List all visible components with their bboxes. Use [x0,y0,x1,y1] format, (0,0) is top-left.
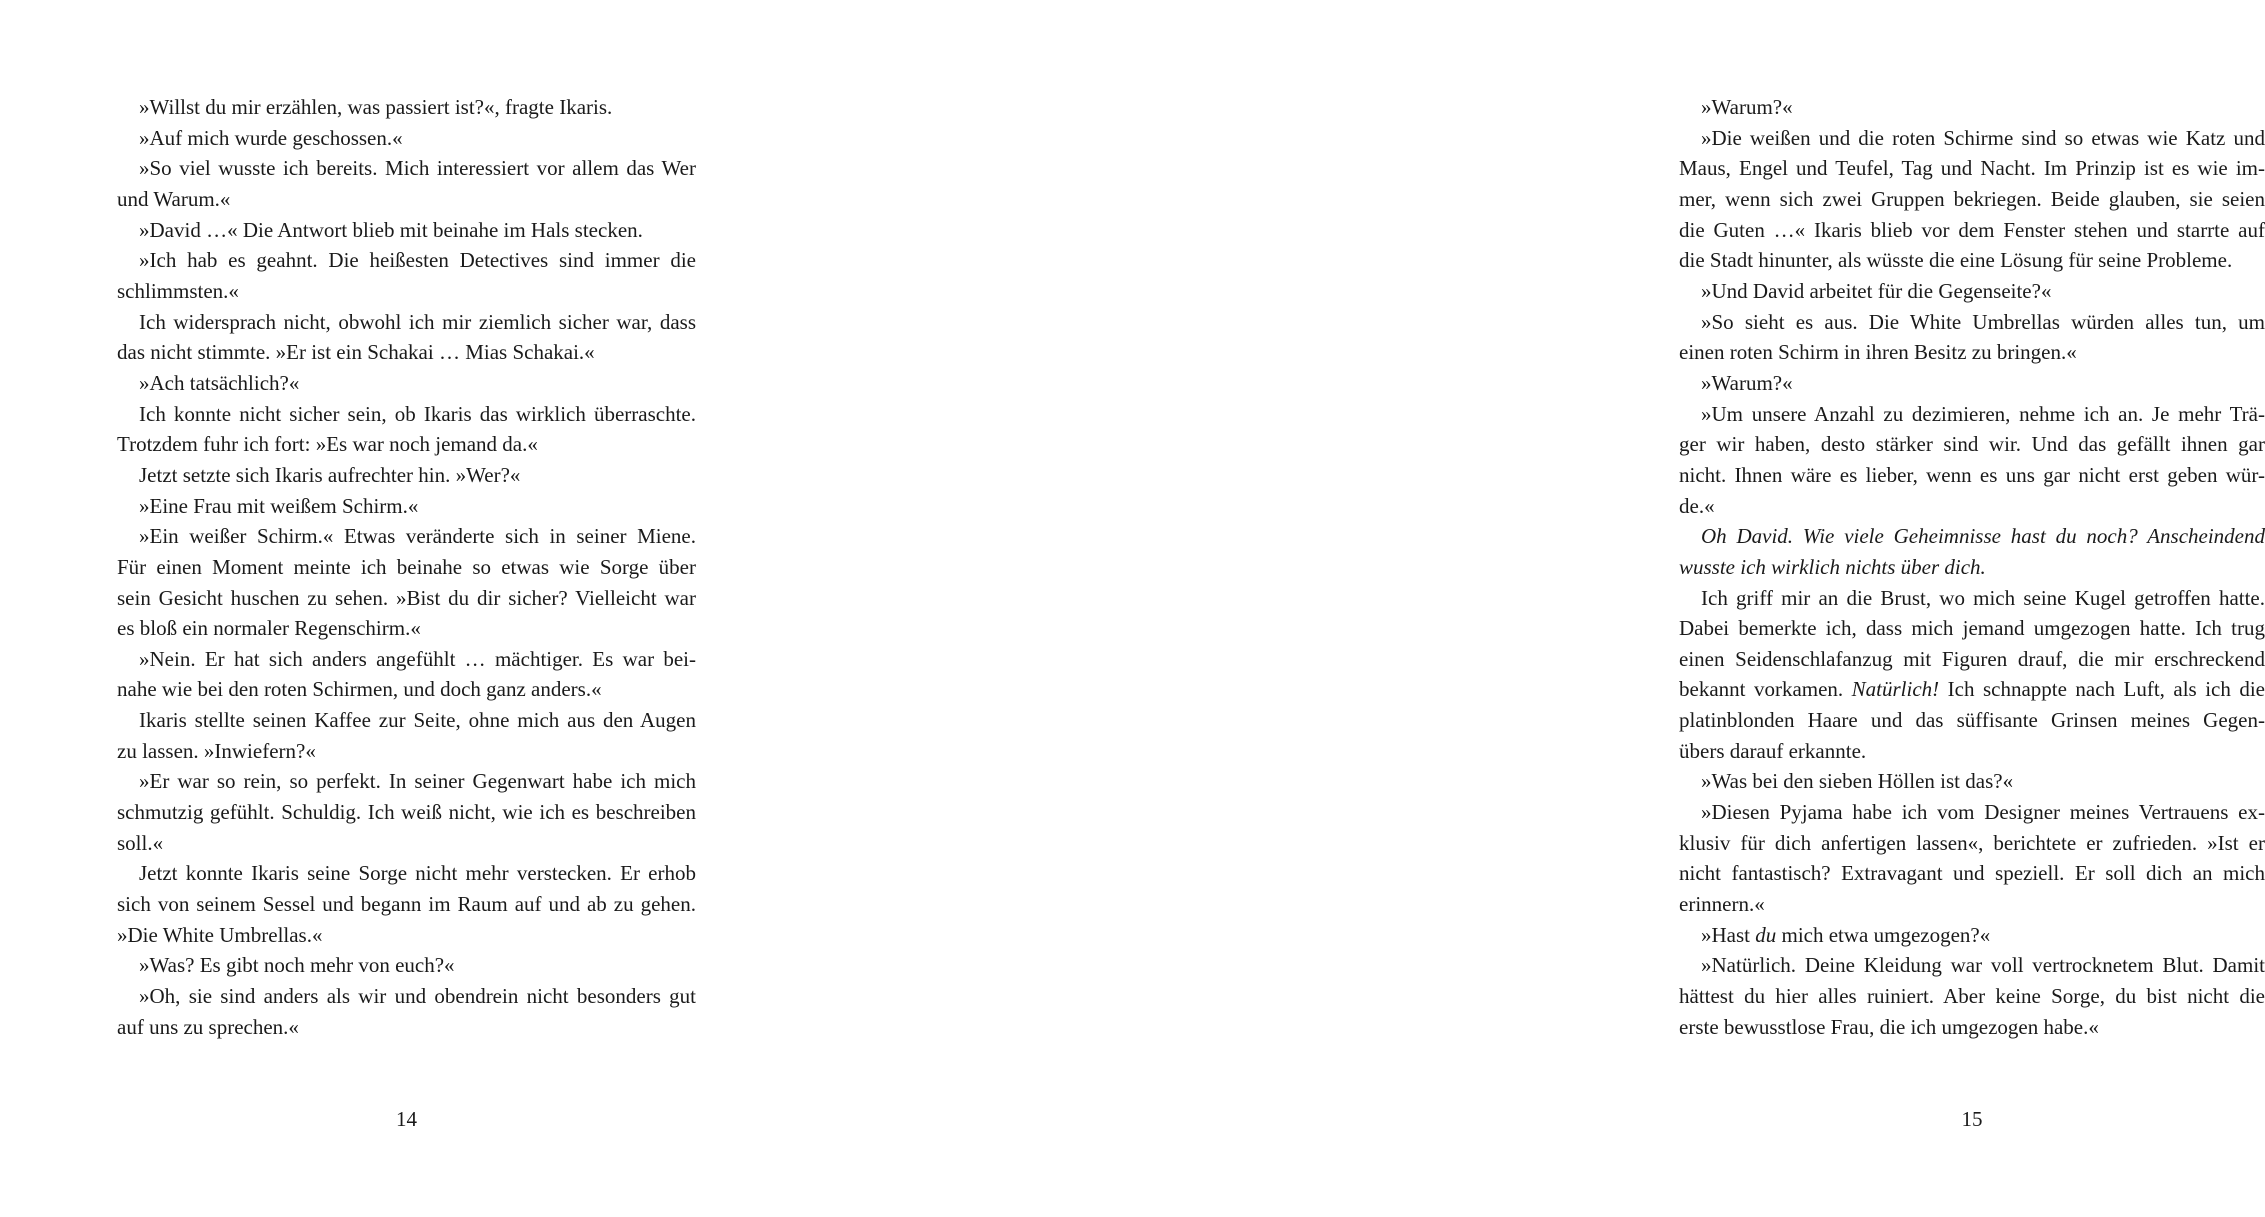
page-14-page-number: 14 [396,1107,417,1131]
text-line: Maus, Engel und Teufel, Tag und Nacht. Im Prinzip ist es wie im- [1679,156,2265,181]
text-line: »Ein weißer Schirm.« Etwas veränderte sich in seiner Miene. [139,524,696,549]
text-line: das nicht stimmte. »Er ist ein Schakai … Mias Schakai.« [117,340,595,365]
text-line: einen roten Schirm in ihren Besitz zu bringen.« [1679,340,2077,365]
text-line: zu lassen. »Inwiefern?« [117,738,316,763]
text-line: Ich widersprach nicht, obwohl ich mir ziemlich sicher war, dass [139,309,696,334]
text-line: »Die weißen und die roten Schirme sind so etwas wie Katz und [1701,125,2265,150]
text-line: erste bewusstlose Frau, die ich umgezogen habe.« [1679,1014,2099,1039]
text-line: soll.« [117,830,164,855]
text-line: und Warum.« [117,186,231,211]
text-line: Ich griff mir an die Brust, wo mich seine Kugel getroffen hatte. [1701,585,2265,610]
text-line: sich von seinem Sessel und begann im Raum auf und ab zu gehen. [117,892,696,917]
text-line: klusiv für dich anfertigen lassen«, berichtete er zufrieden. »Ist er [1679,830,2265,855]
text-line: Für einen Moment meinte ich beinahe so etwas wie Sorge über [117,554,696,579]
text-line: »Oh, sie sind anders als wir und obendrein nicht besonders gut [139,984,696,1009]
text-line: Jetzt konnte Ikaris seine Sorge nicht mehr verstecken. Er erhob [139,861,696,886]
text-line: hättest du hier alles ruiniert. Aber keine Sorge, du bist nicht die [1679,984,2265,1009]
text-line: die Guten …« Ikaris blieb vor dem Fenster stehen und starrte auf [1679,217,2265,242]
text-line: Dabei bemerkte ich, dass mich jemand umgezogen hatte. Ich trug [1679,616,2265,641]
page-14 [0,0,797,1217]
text-line: »Nein. Er hat sich anders angefühlt … mächtiger. Es war bei- [139,646,696,671]
text-line: Ich konnte nicht sicher sein, ob Ikaris das wirklich überraschte. [139,401,696,426]
text-line: »Warum?« [1701,370,1793,395]
text-line: Trotzdem fuhr ich fort: »Es war noch jemand da.« [117,432,538,457]
text-line: »Auf mich wurde geschossen.« [139,125,403,150]
text-line: wusste ich wirklich nichts über dich. [1679,554,1986,579]
text-line: nicht. Ihnen wäre es lieber, wenn es uns gar nicht erst geben wür- [1679,462,2265,487]
text-line: »Was? Es gibt noch mehr von euch?« [139,953,455,978]
text-line: ger wir haben, desto stärker sind wir. Und das gefällt ihnen gar [1679,432,2265,457]
text-line: »Um unsere Anzahl zu dezimieren, nehme ich an. Je mehr Trä- [1701,401,2265,426]
text-line: »So sieht es aus. Die White Umbrellas würden alles tun, um [1701,309,2265,334]
text-line: auf uns zu sprechen.« [117,1014,299,1039]
text-line: mer, wenn sich zwei Gruppen bekriegen. Beide glauben, sie seien [1679,186,2265,211]
text-line: Oh David. Wie viele Geheimnisse hast du noch? Anscheindend [1701,524,2265,549]
text-line: »Willst du mir erzählen, was passiert ist?«, fragte Ikaris. [139,95,613,119]
text-line: einen Seidenschlafanzug mit Figuren drauf, die mir erschreckend [1679,646,2265,671]
text-line: die Stadt hinunter, als wüsste die eine Lösung für seine Probleme. [1679,248,2233,273]
text-line: »Hast du mich etwa umgezogen?« [1701,922,1991,947]
text-line: es bloß ein normaler Regenschirm.« [117,616,421,641]
text-line: »Die White Umbrellas.« [117,922,323,947]
text-line: »David …« Die Antwort blieb mit beinahe im Hals stecken. [139,217,643,242]
text-line: »So viel wusste ich bereits. Mich interessiert vor allem das Wer [139,156,696,181]
text-line: »Warum?« [1701,95,1793,119]
text-line: »Und David arbeitet für die Gegenseite?« [1701,278,2052,303]
text-line: nicht fantastisch? Extravagant und speziell. Er soll dich an mich [1679,861,2265,886]
text-line: »Natürlich. Deine Kleidung war voll vertrocknetem Blut. Damit [1701,953,2265,978]
page-15-page-number: 15 [1961,1107,1983,1131]
text-line: de.« [1679,493,1715,518]
text-line: »Ach tatsächlich?« [139,370,300,395]
text-line: übers darauf erkannte. [1679,738,1867,763]
text-line: »Was bei den sieben Höllen ist das?« [1701,769,2014,794]
text-line: »Diesen Pyjama habe ich vom Designer meines Vertrauens ex- [1701,800,2265,825]
text-line: schmutzig gefühlt. Schuldig. Ich weiß nicht, wie ich es beschreiben [117,800,696,825]
page-15-text-column [1679,92,2265,1042]
text-line: sein Gesicht huschen zu sehen. »Bist du dir sicher? Vielleicht war [117,585,696,610]
text-line: platinblonden Haare und das süffisante Grinsen meines Gegen- [1679,708,2265,733]
text-line: Ikaris stellte seinen Kaffee zur Seite, ohne mich aus den Augen [139,708,696,733]
page-15 [797,0,2265,1217]
text-line: »Er war so rein, so perfekt. In seiner Gegenwart habe ich mich [139,769,696,794]
text-line: »Ich hab es geahnt. Die heißesten Detectives sind immer die [139,248,696,273]
text-line: erinnern.« [1679,892,1765,917]
text-line: Jetzt setzte sich Ikaris aufrechter hin. »Wer?« [139,462,521,487]
text-line: nahe wie bei den roten Schirmen, und doch ganz anders.« [117,677,602,702]
page-14-text-column [117,92,696,1042]
text-line: bekannt vorkamen. Natürlich! Ich schnappte nach Luft, als ich die [1679,677,2265,702]
text-line: schlimmsten.« [117,278,239,303]
text-line: »Eine Frau mit weißem Schirm.« [139,493,419,518]
